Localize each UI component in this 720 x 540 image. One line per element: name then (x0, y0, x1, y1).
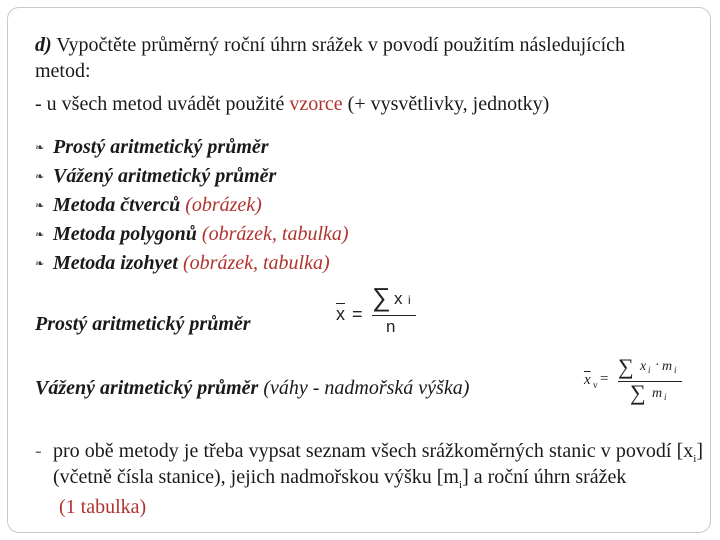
instruction-prefix: - u všech metod uvádět použité (35, 93, 290, 115)
paragraph-sub2: i (459, 479, 463, 491)
numerator-var: x (640, 359, 647, 374)
paragraph-body (53, 442, 703, 516)
paragraph-sub1: i (693, 453, 697, 465)
numerator-var-sub: i (648, 365, 651, 375)
formula-lhs: $\overline{x}$ (584, 372, 591, 388)
paragraph-part3: ] a roční úhrn srážek (462, 466, 627, 488)
task-heading (35, 33, 625, 57)
task-label: d) (35, 34, 52, 56)
numerator-weight-sub: i (674, 365, 677, 375)
method-item (35, 135, 269, 160)
method-note: (obrázek) (180, 194, 262, 216)
bullet-icon: ❧ (35, 142, 45, 155)
weighted-mean-note: (váhy - nadmořská výška) (258, 377, 470, 399)
simple-mean-title: Prostý aritmetický průměr (35, 313, 251, 335)
weighted-mean-line (35, 376, 469, 400)
formula-numerator-sub: i (408, 293, 411, 307)
method-item (35, 222, 349, 247)
dot-operator: · (655, 358, 660, 373)
method-name: Metoda polygonů (53, 223, 197, 245)
formula-denominator: n (386, 317, 396, 336)
formula-lhs-sub: v (593, 380, 598, 390)
paragraph-part1: pro obě metody je třeba vypsat seznam všech srážkoměrných stanic v povodí [x (53, 440, 694, 462)
method-item (35, 251, 330, 276)
fraction-bar (372, 315, 416, 316)
method-name: Prostý aritmetický průměr (53, 136, 269, 158)
method-name: Metoda izohyet (53, 252, 178, 274)
instruction-line (35, 92, 549, 116)
denominator-weight-sub: i (664, 392, 667, 402)
formula-numerator-var: x (394, 289, 403, 308)
bullet-icon: ❧ (35, 200, 45, 213)
bullet-icon: ❧ (35, 258, 45, 271)
sum-symbol: ∑ (618, 354, 634, 379)
table-note: (1 tabulka) (59, 496, 147, 518)
bullet-icon: ❧ (35, 171, 45, 184)
instruction-highlight: vzorce (289, 93, 343, 115)
task-text: Vypočtěte průměrný roční úhrn srážek v povodí použitím následujících (51, 34, 626, 56)
instruction-suffix: (+ vysvětlivky, jednotky) (342, 93, 550, 115)
numerator-weight: m (662, 359, 673, 374)
method-item (35, 164, 276, 189)
dash-marker: - (35, 440, 42, 462)
method-note: (obrázek, tabulka) (178, 252, 330, 274)
bullet-icon: ❧ (35, 229, 45, 242)
method-item (35, 193, 262, 218)
sum-symbol: ∑ (630, 380, 646, 405)
formula-equals: = (600, 371, 609, 387)
method-note: (obrázek, tabulka) (196, 223, 349, 245)
sum-symbol: ∑ (372, 282, 391, 312)
weighted-mean-title: Vážený aritmetický průměr (35, 377, 259, 399)
task-heading-line2: metod: (35, 60, 91, 82)
fraction-bar (618, 381, 682, 382)
denominator-weight: m (652, 386, 663, 401)
weighted-mean-formula (582, 354, 692, 410)
simple-mean-formula (334, 284, 424, 340)
paragraph-part2: ] (včetně čísla stanice), jejich nadmořskou výšku [m (53, 440, 703, 488)
formula-lhs: $\overline{x}$ (336, 304, 345, 324)
formula-equals: = (352, 304, 363, 324)
method-name: Vážený aritmetický průměr (53, 165, 277, 187)
method-name: Metoda čtverců (53, 194, 181, 216)
